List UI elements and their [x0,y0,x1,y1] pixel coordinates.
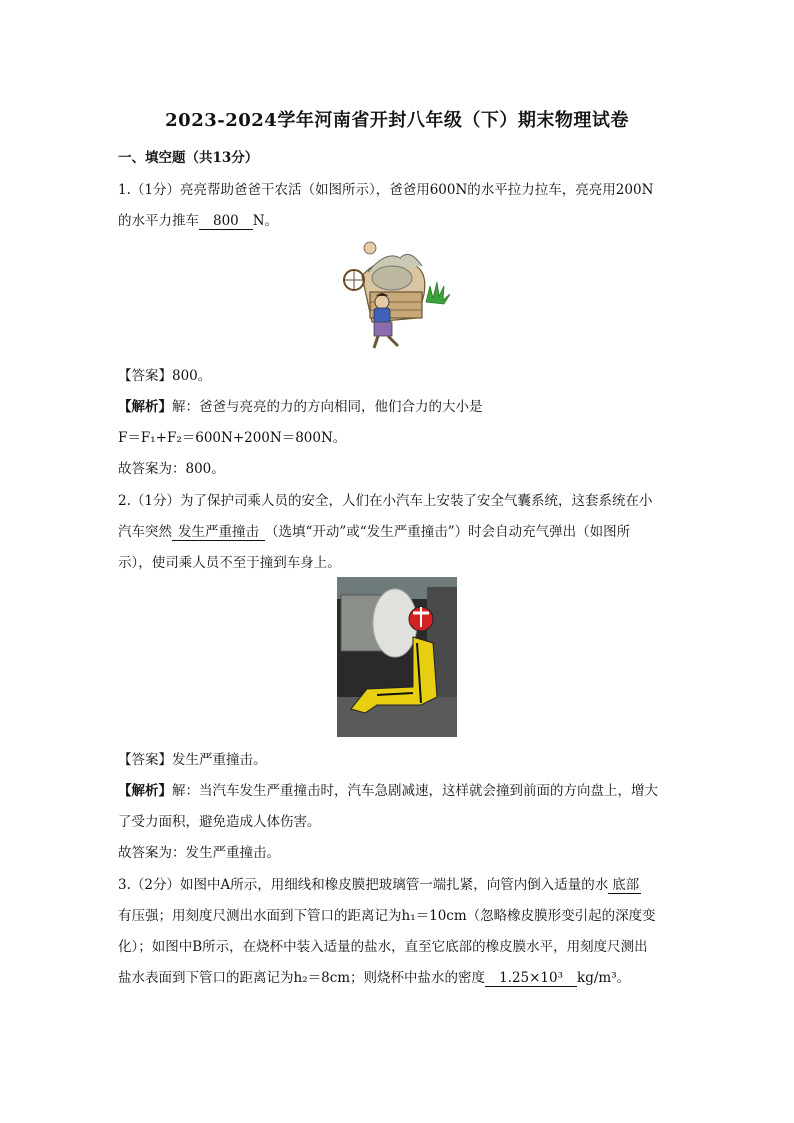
q2-line1: 2.（1分）为了保护司乘人员的安全，人们在小汽车上安装了安全气囊系统，这套系统在小 [118,493,653,509]
q2-blank: 发生严重撞击 [172,525,265,541]
cart-illustration [340,236,452,352]
q1-answer: 【答案】800。 [118,368,212,384]
q1-line2 [118,209,678,230]
q3-line3: 化）；如图中B所示，在烧杯中装入适量的盐水，直至它底部的橡皮膜水平，用刻度尺测出 [118,939,648,955]
q2-line2 [118,520,678,541]
q2-analysis-label: 【解析】 [118,783,172,799]
q2-line3: 示），使司乘人员不至于撞到车身上。 [118,555,341,571]
q3-line1-pre: 3.（2分）如图中A所示，用细线和橡皮膜把玻璃管一端扎紧，向管内倒入适量的水 [118,877,609,893]
q1-analysis-text: 解：爸爸与亮亮的力的方向相同，他们合力的大小是 [172,399,483,415]
q1-line1: 1.（1分）亮亮帮助爸爸干农活（如图所示），爸爸用600N的水平拉力拉车，亮亮用200N [118,182,654,198]
q3-line4-post: kg/m³。 [577,970,631,986]
q1-analysis [118,395,678,415]
q3-line2: 有压强；用刻度尺测出水面到下管口的距离记为h₁＝10cm（忽略橡皮膜形变引起的深度变 [118,908,656,924]
q2-analysis-2: 了受力面积，避免造成人体伤害。 [118,814,321,830]
q1-blank: 800 [199,214,253,230]
q3-line4-pre: 盐水表面到下管口的距离记为h₂＝8cm；则烧杯中盐水的密度 [118,970,486,986]
q3-line1 [118,873,678,894]
q2-line2-pre: 汽车突然 [118,524,172,540]
q2-answer: 【答案】发生严重撞击。 [118,752,267,768]
q3-blank-1: 底部 [608,878,641,894]
q2-analysis-1 [118,779,678,799]
q3-blank-2: 1.25×10³ [485,971,577,987]
q1-formula: F＝F₁+F₂＝600N+200N＝800N。 [118,430,347,446]
q3-line4 [118,966,678,987]
q2-line2-post: （选填“开动”或“发生严重撞击”）时会自动充气弹出（如图所 [265,524,631,540]
q1-line2-post: N。 [252,213,279,229]
page-title: 2023-2024学年河南省开封八年级（下）期末物理试卷 [165,110,629,131]
q1-analysis-label: 【解析】 [118,399,172,415]
q2-conclusion: 故答案为：发生严重撞击。 [118,845,280,861]
q2-analysis-text: 解：当汽车发生严重撞击时，汽车急剧减速，这样就会撞到前面的方向盘上，增大 [172,783,658,799]
airbag-photo [337,577,457,737]
section-heading: 一、填空题（共13分） [118,150,259,166]
q1-line2-pre: 的水平力推车 [118,213,199,229]
q1-conclusion: 故答案为：800。 [118,461,225,477]
